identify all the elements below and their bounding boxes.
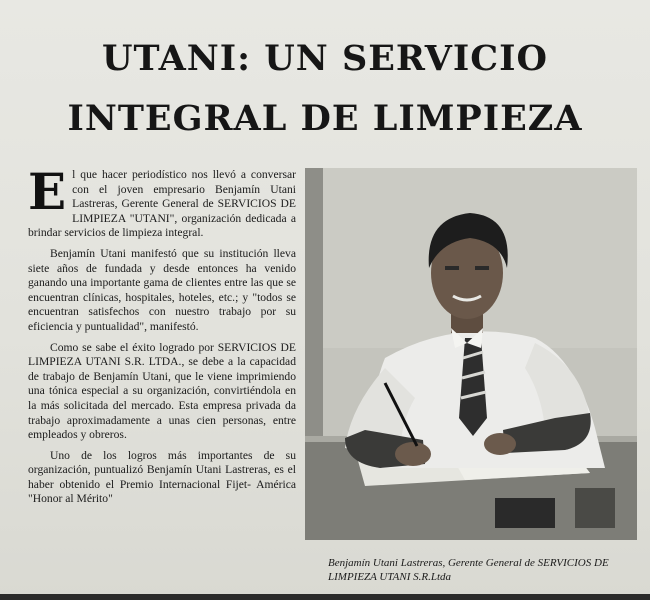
drop-cap: E [28, 162, 67, 221]
page-bottom-rule [0, 594, 650, 600]
portrait-photo [305, 168, 637, 540]
headline-line-1: UTANI: UN SERVICIO [101, 38, 548, 79]
photo-illustration [305, 168, 637, 540]
photo-caption: Benjamín Utani Lastreras, Gerente General de SERVICIOS DE LIMPIEZA UTANI S.R.Ltda [328, 557, 609, 583]
paragraph-1 [28, 162, 296, 241]
paragraph-2: Benjamín Utani manifestó que su institución lleva siete años de fundada y desde entonces ha venido ganando una importante gama de clientes entre las que se encuentran clínicas, hospitales, hoteles, etc.; y "todos se encuentran satisfechos con nuestro trabajo por su eficiencia y puntualidad", manifestó. [28, 246, 296, 333]
headline-line-2: INTEGRAL DE LIMPIEZA [67, 98, 583, 139]
paragraph-3: Como se sabe el éxito logrado por SERVICIOS DE LIMPIEZA UTANI S.R. LTDA., se debe a la capacidad de trabajo de Benjamín Utani, que le viene imprimiendo una tónica especial a su organización, convirtiéndola en la más solicitada del mercado. Esta empresa privada da trabajo aproximadamente a unas cien personas, entre empleados y obreros. [28, 340, 296, 442]
paragraph-1-text: l que hacer periodístico nos llevó a conversar con el joven empresario Benjamín Utani Lastreras, Gerente General de SERVICIOS DE LIMPIEZA "UTANI", organización dedicada a brindar servicios de limpieza integral. [28, 168, 296, 240]
paragraph-4: Uno de los logros más importantes de su organización, puntualizó Benjamín Utani Lastreras, es el haber obtenido el Premio Internacional Fijet- América "Honor al Mérito" [28, 448, 296, 506]
article-body [28, 162, 296, 513]
